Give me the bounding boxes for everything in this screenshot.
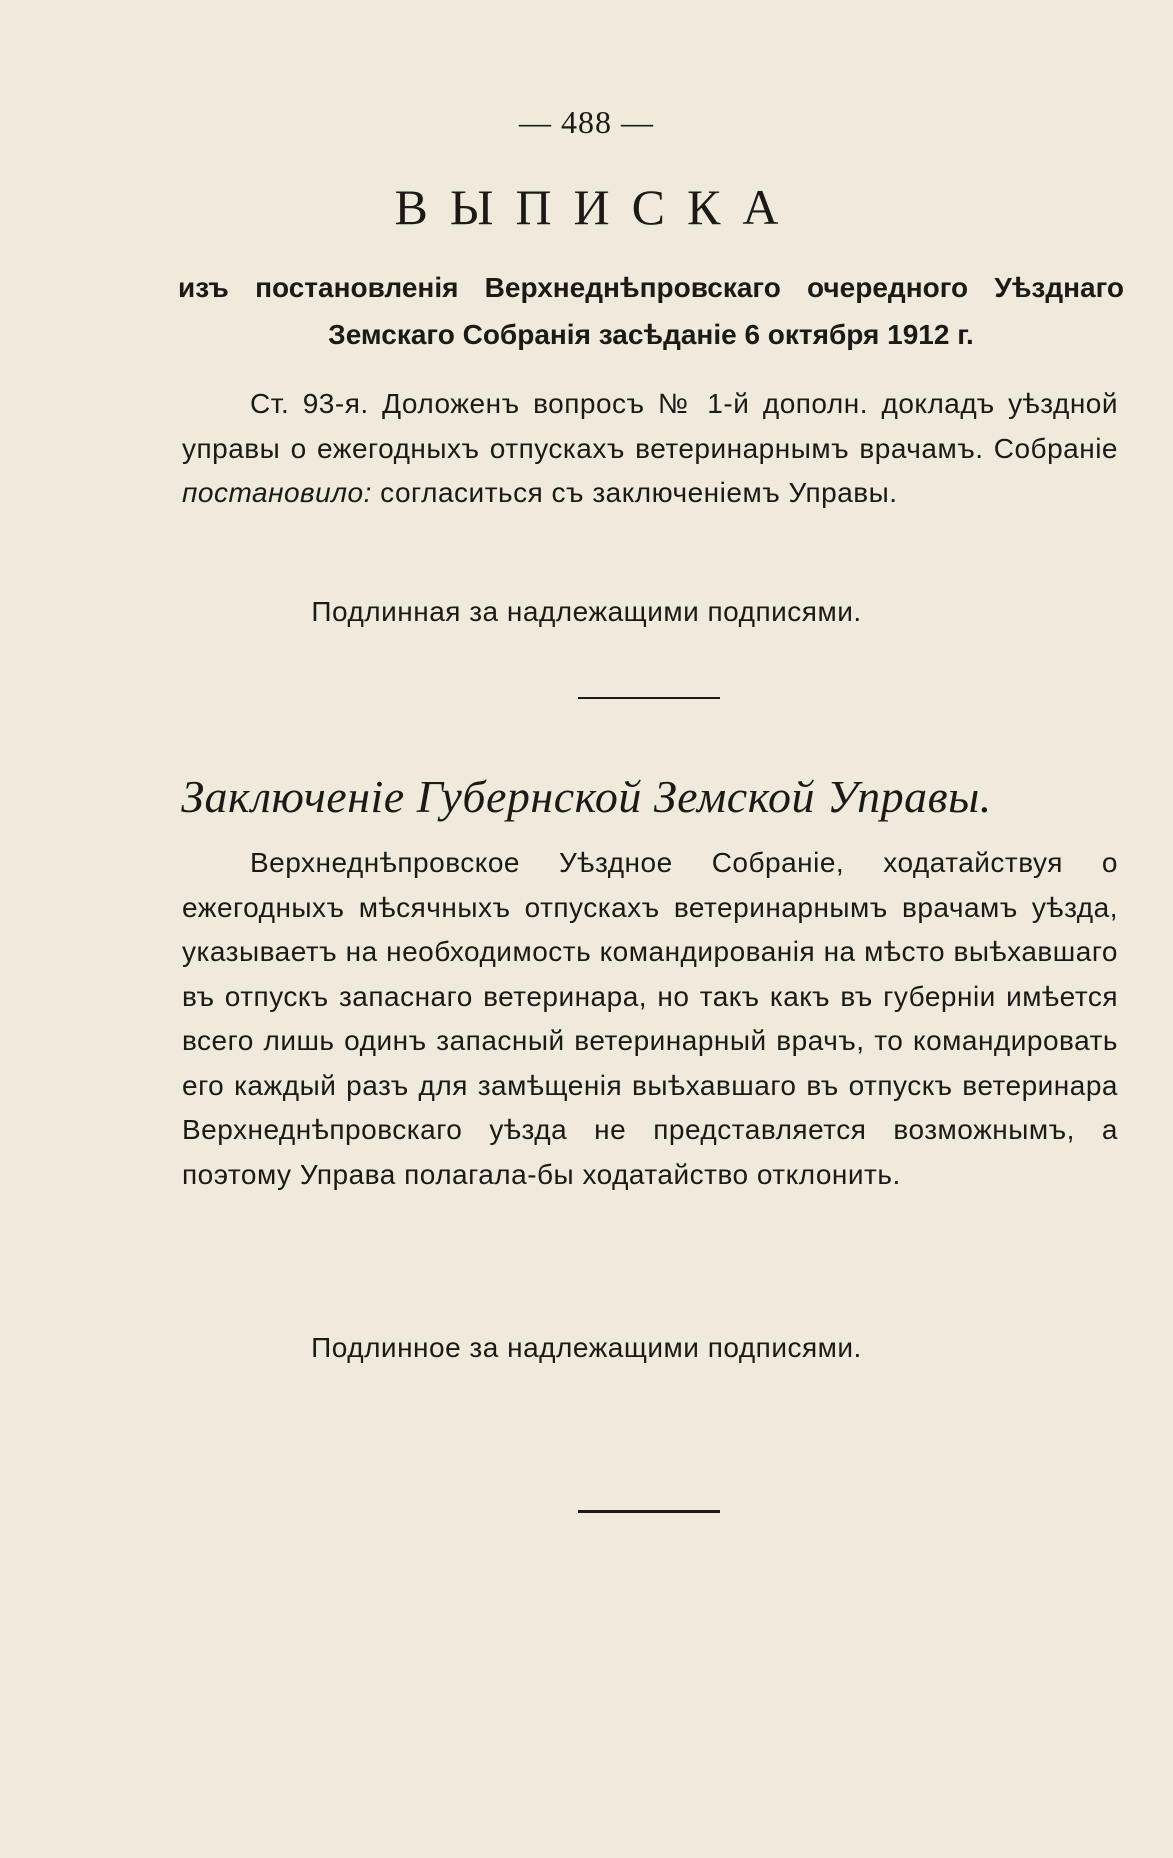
section-divider (578, 697, 720, 699)
page-number: — 488 — (519, 104, 654, 140)
document-subtitle: изъ постановленія Верхнеднѣпровскаго очередного Уѣзднаго Земскаго Собранія засѣданіе 6 октября 1912 г. (178, 272, 1124, 350)
extract-emphasis: постановило: (182, 477, 372, 508)
end-divider (578, 1510, 720, 1513)
section-heading: Заключеніе Губернской Земской Управы. (181, 771, 992, 822)
extract-text-part1: Ст. 93-я. Доложенъ вопросъ № 1-й дополн. докладъ уѣздной управы о ежегодныхъ отпускахъ ветеринарнымъ врачамъ. Собраніе (182, 388, 1118, 464)
conclusion-text: Верхнеднѣпровское Уѣздное Собраніе, ходатайствуя о ежегодныхъ мѣсячныхъ отпускахъ ветеринарнымъ врачамъ уѣзда, указываетъ на необходимость командированія на мѣсто выѣхавшаго въ отпускъ запаснаго ветеринара, но такъ какъ въ губерніи имѣется всего лишь одинъ запасный ветеринарный врачъ, то командировать его каждый разъ для замѣщенія выѣхавшаго въ отпускъ ветеринара Верхнеднѣпровскаго уѣзда не представляется возможнымъ, а поэтому Управа полагала-бы ходатайство отклонить. (182, 847, 1118, 1190)
extract-text-part2: согласиться съ заключеніемъ Управы. (380, 477, 898, 508)
extract-paragraph (182, 382, 1118, 516)
document-title: ВЫПИСКА (394, 179, 801, 235)
conclusion-signature-note: Подлинное за надлежащими подписями. (311, 1332, 862, 1363)
extract-signature-note: Подлинная за надлежащими подписями. (311, 596, 862, 627)
conclusion-paragraph (182, 841, 1118, 1197)
